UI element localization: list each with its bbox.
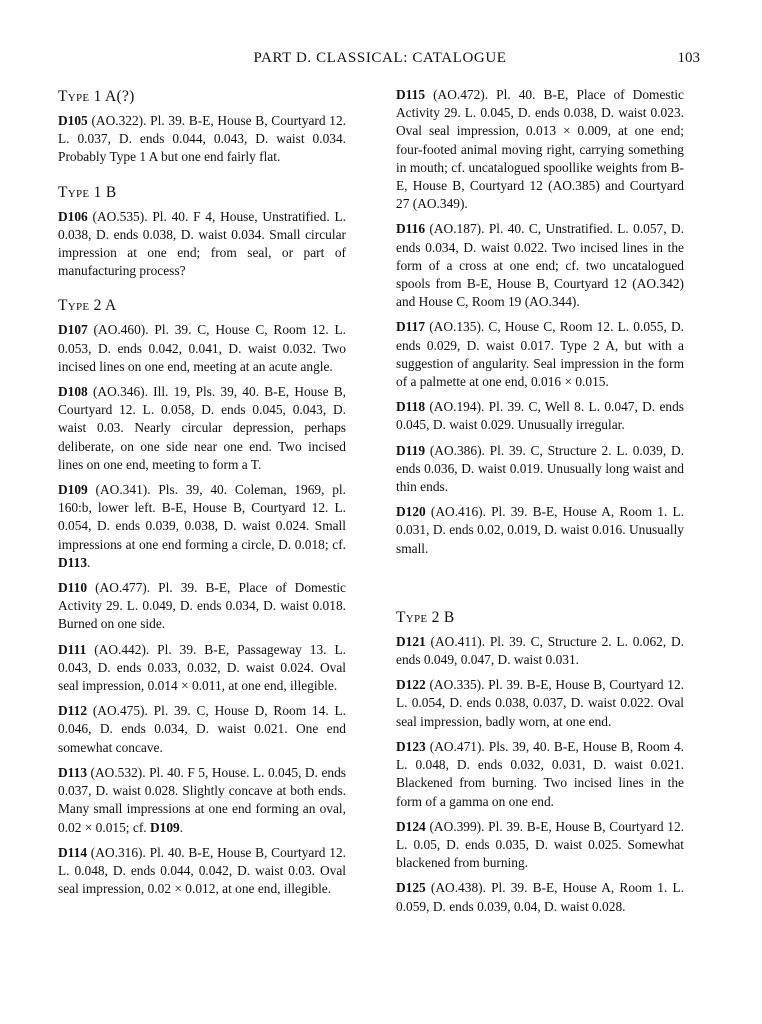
entry-tail: . — [179, 819, 184, 835]
entry-text: (AO.460). Pl. 39. C, House C, Room 12. L. 0.053, D. ends 0.042, 0.041, D. waist 0.032. Two incised lines on one end, meeting at an acute angle. — [58, 322, 346, 374]
catalogue-entry — [396, 503, 684, 558]
entry-text: (AO.416). Pl. 39. B-E, House A, Room 1. L. 0.031, D. ends 0.02, 0.019, D. waist 0.016. Unusually small. — [396, 504, 684, 556]
type-heading: Type 2 B — [396, 608, 455, 626]
catalogue-entry — [396, 818, 684, 873]
type-heading: Type 1 A(?) — [58, 88, 135, 105]
entry-text: (AO.194). Pl. 39. C, Well 8. L. 0.047, D. ends 0.045, D. waist 0.029. Unusually irregular. — [396, 399, 684, 433]
entry-text: (AO.472). Pl. 40. B-E, Place of Domestic Activity 29. L. 0.045, D. ends 0.038, D. waist 0.023. Oval seal impression, 0.013 × 0.009, at one end; four-footed animal moving right, carrying something in mouth; cf. uncatalogued spoollike weights from B-E, House B, Courtyard 12 (AO.385) and Courtyard 27 (AO.349). — [396, 87, 684, 212]
entry-text: (AO.477). Pl. 39. B-E, Place of Domestic Activity 29. L. 0.049, D. ends 0.034, D. waist 0.018. Burned on one side. — [58, 580, 346, 632]
catalogue-entry — [396, 220, 684, 311]
entry-text: (AO.438). Pl. 39. B-E, House A, Room 1. L. 0.059, D. ends 0.039, 0.04, D. waist 0.028. — [396, 880, 684, 914]
catalogue-entry — [58, 641, 346, 696]
type-heading: Type 2 A — [58, 297, 117, 315]
catalogue-entry — [396, 86, 684, 213]
catalogue-entry — [58, 112, 346, 167]
entry-text: (AO.399). Pl. 39. B-E, House B, Courtyard 12. L. 0.05, D. ends 0.035, D. waist 0.025. Somewhat blackened from burning. — [396, 818, 684, 871]
catalogue-entry — [58, 764, 346, 837]
entry-id: D117 — [396, 319, 426, 335]
entry-text: (AO.322). Pl. 39. B-E, House B, Courtyard 12. L. 0.037, D. ends 0.044, 0.043, D. waist 0.034. Probably Type 1 A but one end fairly flat. — [58, 113, 346, 165]
entry-text: (AO.535). Pl. 40. F 4, House, Unstratified. L. 0.038, D. ends 0.038, D. waist 0.034. Small circular impression at one end; from seal, or part of manufacturing process? — [58, 208, 346, 279]
entry-text: (AO.475). Pl. 39. C, House D, Room 14. L. 0.046, D. ends 0.034, D. waist 0.021. One end somewhat concave. — [58, 703, 346, 755]
entry-id: D109 — [58, 482, 88, 498]
catalogue-entry — [396, 318, 684, 391]
entry-text: (AO.341). Pls. 39, 40. Coleman, 1969, pl. 160:b, lower left. B-E, House B, Courtyard 12. L. 0.054, D. ends 0.039, 0.038, D. waist 0.024. Small impressions at one end forming a circle, D. 0.018; cf. — [58, 482, 346, 552]
entry-text: (AO.316). Pl. 40. B-E, House B, Courtyard 12. L. 0.048, D. ends 0.044, 0.042, D. waist 0.03. Oval seal impression, 0.02 × 0.012, at one end, illegible. — [58, 844, 346, 897]
entry-id: D119 — [396, 442, 426, 458]
entry-text: (AO.135). C, House C, Room 12. L. 0.055, D. ends 0.029, D. waist 0.017. Type 2 A, but with a suggestion of angularity. Seal impression in the form of a palmette at one end, 0.016 × 0.015. — [396, 319, 684, 390]
entry-id: D116 — [396, 221, 426, 237]
running-title: PART D. CLASSICAL: CATALOGUE — [253, 50, 507, 66]
right-column — [396, 86, 684, 923]
catalogue-entry — [396, 398, 684, 434]
entry-id: D121 — [396, 633, 426, 649]
entry-tail: . — [87, 554, 91, 570]
entry-id: D122 — [396, 677, 426, 693]
catalogue-entry — [58, 702, 346, 757]
entry-id: D123 — [396, 738, 426, 754]
entry-text: (AO.532). Pl. 40. F 5, House. L. 0.045, D. ends 0.037, D. waist 0.028. Slightly concave at both ends. Many small impressions at one end forming an oval, 0.02 × 0.015; cf. — [58, 764, 346, 835]
catalogue-entry — [58, 208, 346, 281]
entry-id: D105 — [58, 113, 88, 128]
type-heading: Type 1 B — [58, 183, 117, 201]
page-number: 103 — [677, 50, 700, 66]
catalogue-entry — [58, 383, 346, 474]
entry-id: D115 — [396, 87, 426, 102]
entry-text: (AO.386). Pl. 39. C, Structure 2. L. 0.039, D. ends 0.036, D. waist 0.019. Unusually long waist and thin ends. — [396, 442, 684, 495]
entry-id: D108 — [58, 384, 88, 400]
page-header — [60, 50, 700, 70]
catalogue-entry — [396, 442, 684, 497]
entry-text: (AO.411). Pl. 39. C, Structure 2. L. 0.062, D. ends 0.049, 0.047, D. waist 0.031. — [396, 633, 684, 668]
entry-id: D113 — [58, 764, 88, 780]
entry-ref: D113 — [58, 554, 88, 570]
entry-text: (AO.187). Pl. 40. C, Unstratified. L. 0.057, D. ends 0.034, D. waist 0.022. Two incised lines in the form of a cross at one end; cf. two uncatalogued spools from B-E, House B, Courtyard 12 (AO.342) and House C, Room 19 (AO.344). — [396, 221, 684, 310]
entry-id: D112 — [58, 703, 88, 719]
catalogue-entry — [396, 879, 684, 915]
entry-id: D110 — [58, 580, 88, 596]
catalogue-entry — [58, 321, 346, 376]
catalogue-entry — [58, 579, 346, 634]
entry-text: (AO.346). Ill. 19, Pls. 39, 40. B-E, House B, Courtyard 12. L. 0.058, D. ends 0.045, 0.043, D. waist 0.03. Nearly circular depression, perhaps deliberate, on one side near one end. Two incised lines on one end, meeting to form a T. — [58, 384, 346, 472]
entry-id: D111 — [58, 641, 87, 657]
entry-id: D107 — [58, 322, 88, 338]
entry-id: D106 — [58, 208, 88, 224]
entry-ref: D109 — [149, 819, 180, 835]
entry-id: D125 — [396, 880, 426, 896]
entry-id: D124 — [396, 818, 426, 834]
entry-id: D118 — [396, 399, 426, 415]
entry-text: (AO.335). Pl. 39. B-E, House B, Courtyard 12. L. 0.054, D. ends 0.038, 0.037, D. waist 0.022. Oval seal impression, badly worn, at one end. — [396, 677, 684, 729]
catalogue-entry — [58, 844, 346, 899]
left-column — [58, 88, 346, 905]
entry-text: (AO.442). Pl. 39. B-E, Passageway 13. L. 0.043, D. ends 0.033, 0.032, D. waist 0.024. Oval seal impression, 0.014 × 0.011, at one end, illegible. — [58, 641, 346, 694]
catalogue-entry — [396, 633, 684, 669]
entry-text: (AO.471). Pls. 39, 40. B-E, House B, Room 4. L. 0.048, D. ends 0.032, 0.031, D. waist 0.021. Blackened from burning. Two incised lines in the form of a gamma on one end. — [396, 738, 684, 809]
entry-id: D114 — [58, 844, 88, 860]
catalogue-entry — [396, 738, 684, 811]
catalogue-entry — [58, 481, 346, 572]
entry-id: D120 — [396, 504, 426, 520]
catalogue-entry — [396, 676, 684, 731]
